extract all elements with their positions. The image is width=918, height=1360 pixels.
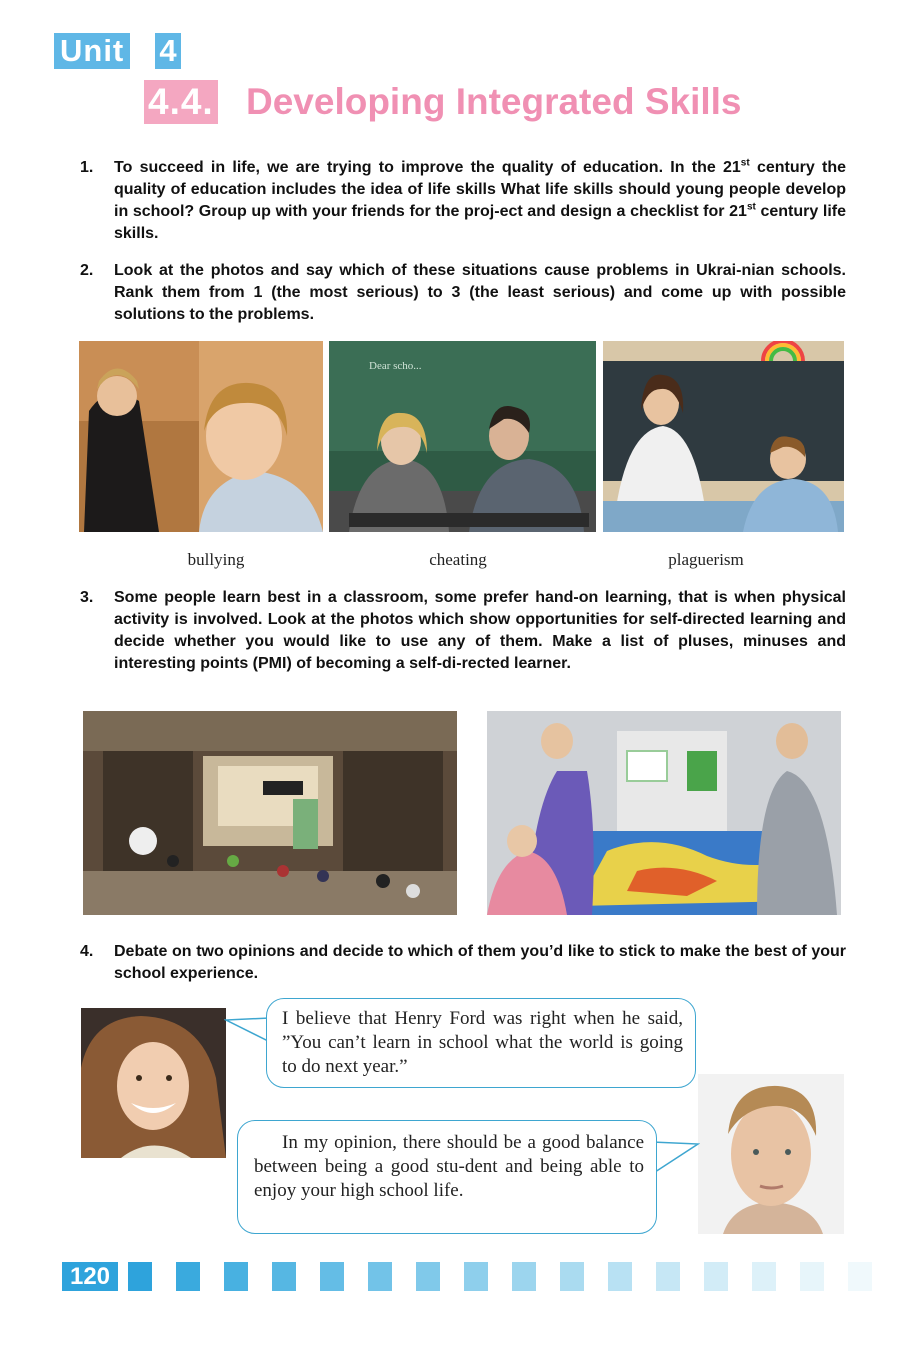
task-text: Some people learn best in a classroom, some prefer hand-on learning, that is when physical activity is involved. Look at the photos which show opportunities for self-directed learning and decide whether you would like to use any of them. Make a list of pluses, minuses and interesting points (PMI) of becoming a self-di-rected learner.: [114, 589, 846, 672]
footer-square: [320, 1262, 344, 1291]
speech-bubble-2: [237, 1120, 657, 1234]
task-3: [80, 587, 846, 675]
bubble-2-tail: [650, 1138, 700, 1182]
caption-bullying: bullying: [187, 550, 245, 569]
unit-number: 4: [155, 33, 181, 69]
girl-portrait: [81, 1008, 226, 1158]
section-number: 4.4.: [144, 80, 218, 124]
cheating-illustration: [329, 341, 596, 532]
superscript: st: [746, 201, 756, 213]
footer-square: [512, 1262, 536, 1291]
footer-square: [848, 1262, 872, 1291]
caption-plagiarism: plaguerism: [668, 550, 744, 569]
footer-square: [176, 1262, 200, 1291]
task-4: [80, 941, 846, 985]
unit-label: Unit: [54, 33, 130, 69]
footer-square: [704, 1262, 728, 1291]
task-text: Look at the photos and say which of these situations cause problems in Ukrai-nian schools. Rank them from 1 (the most serious) to 3 (the least serious) and come up with possible solutions to the problems.: [114, 262, 846, 323]
photo-plagiarism: [603, 341, 844, 532]
task-number: 1.: [80, 159, 94, 176]
footer-square: [752, 1262, 776, 1291]
photo-sandbox-learning: [487, 711, 841, 915]
footer-square: [128, 1262, 152, 1291]
footer-square: [224, 1262, 248, 1291]
photo-girl: [81, 1008, 226, 1158]
task-1: [80, 157, 846, 245]
footer-square: [608, 1262, 632, 1291]
photo-cheating: [329, 341, 596, 532]
speech-bubble-1: [266, 998, 696, 1088]
opinion-2-text: In my opinion, there should be a good balance between being a good stu-dent and being able to enjoy your high school life.: [254, 1132, 644, 1201]
footer-square: [416, 1262, 440, 1291]
section-title: Developing Integrated Skills: [246, 81, 742, 122]
opinion-1-text: I believe that Henry Ford was right when he said, ”You can’t learn in school what the world is going to do next year.”: [282, 1008, 683, 1077]
task-text-part: century life skills.: [114, 203, 846, 242]
task-number: 2.: [80, 262, 94, 279]
task-text-part: century the quality of education includes the idea of life skills What life skills should young people develop in school? Group up with your friends for the proj-ect and design a checklist for 21: [114, 159, 847, 220]
photo-boy: [698, 1074, 844, 1234]
footer-square: [800, 1262, 824, 1291]
photo-museum-hall: [83, 711, 457, 915]
page-number: 120: [62, 1262, 118, 1291]
boy-portrait: [698, 1074, 844, 1234]
footer-square: [656, 1262, 680, 1291]
bullying-illustration: [79, 341, 323, 532]
sandbox-illustration: [487, 711, 841, 915]
superscript: st: [740, 157, 750, 169]
footer-square: [464, 1262, 488, 1291]
task-text-part: To succeed in life, we are trying to improve the quality of education. In the 21: [114, 159, 741, 176]
chalkboard-text: Dear scho...: [369, 360, 422, 372]
task-number: 4.: [80, 943, 94, 960]
task-text: [114, 157, 846, 245]
task-2: [80, 260, 846, 326]
footer-square: [272, 1262, 296, 1291]
footer-square: [560, 1262, 584, 1291]
task-text: Debate on two opinions and decide to which of them you’d like to stick to make the best of your school experience.: [114, 943, 846, 982]
plagiarism-illustration: [603, 341, 844, 532]
footer-square: [368, 1262, 392, 1291]
museum-illustration: [83, 711, 457, 915]
caption-cheating: cheating: [429, 550, 487, 569]
task-number: 3.: [80, 589, 94, 606]
bubble-1-tail: [224, 1012, 270, 1052]
photo-bullying: [79, 341, 323, 532]
